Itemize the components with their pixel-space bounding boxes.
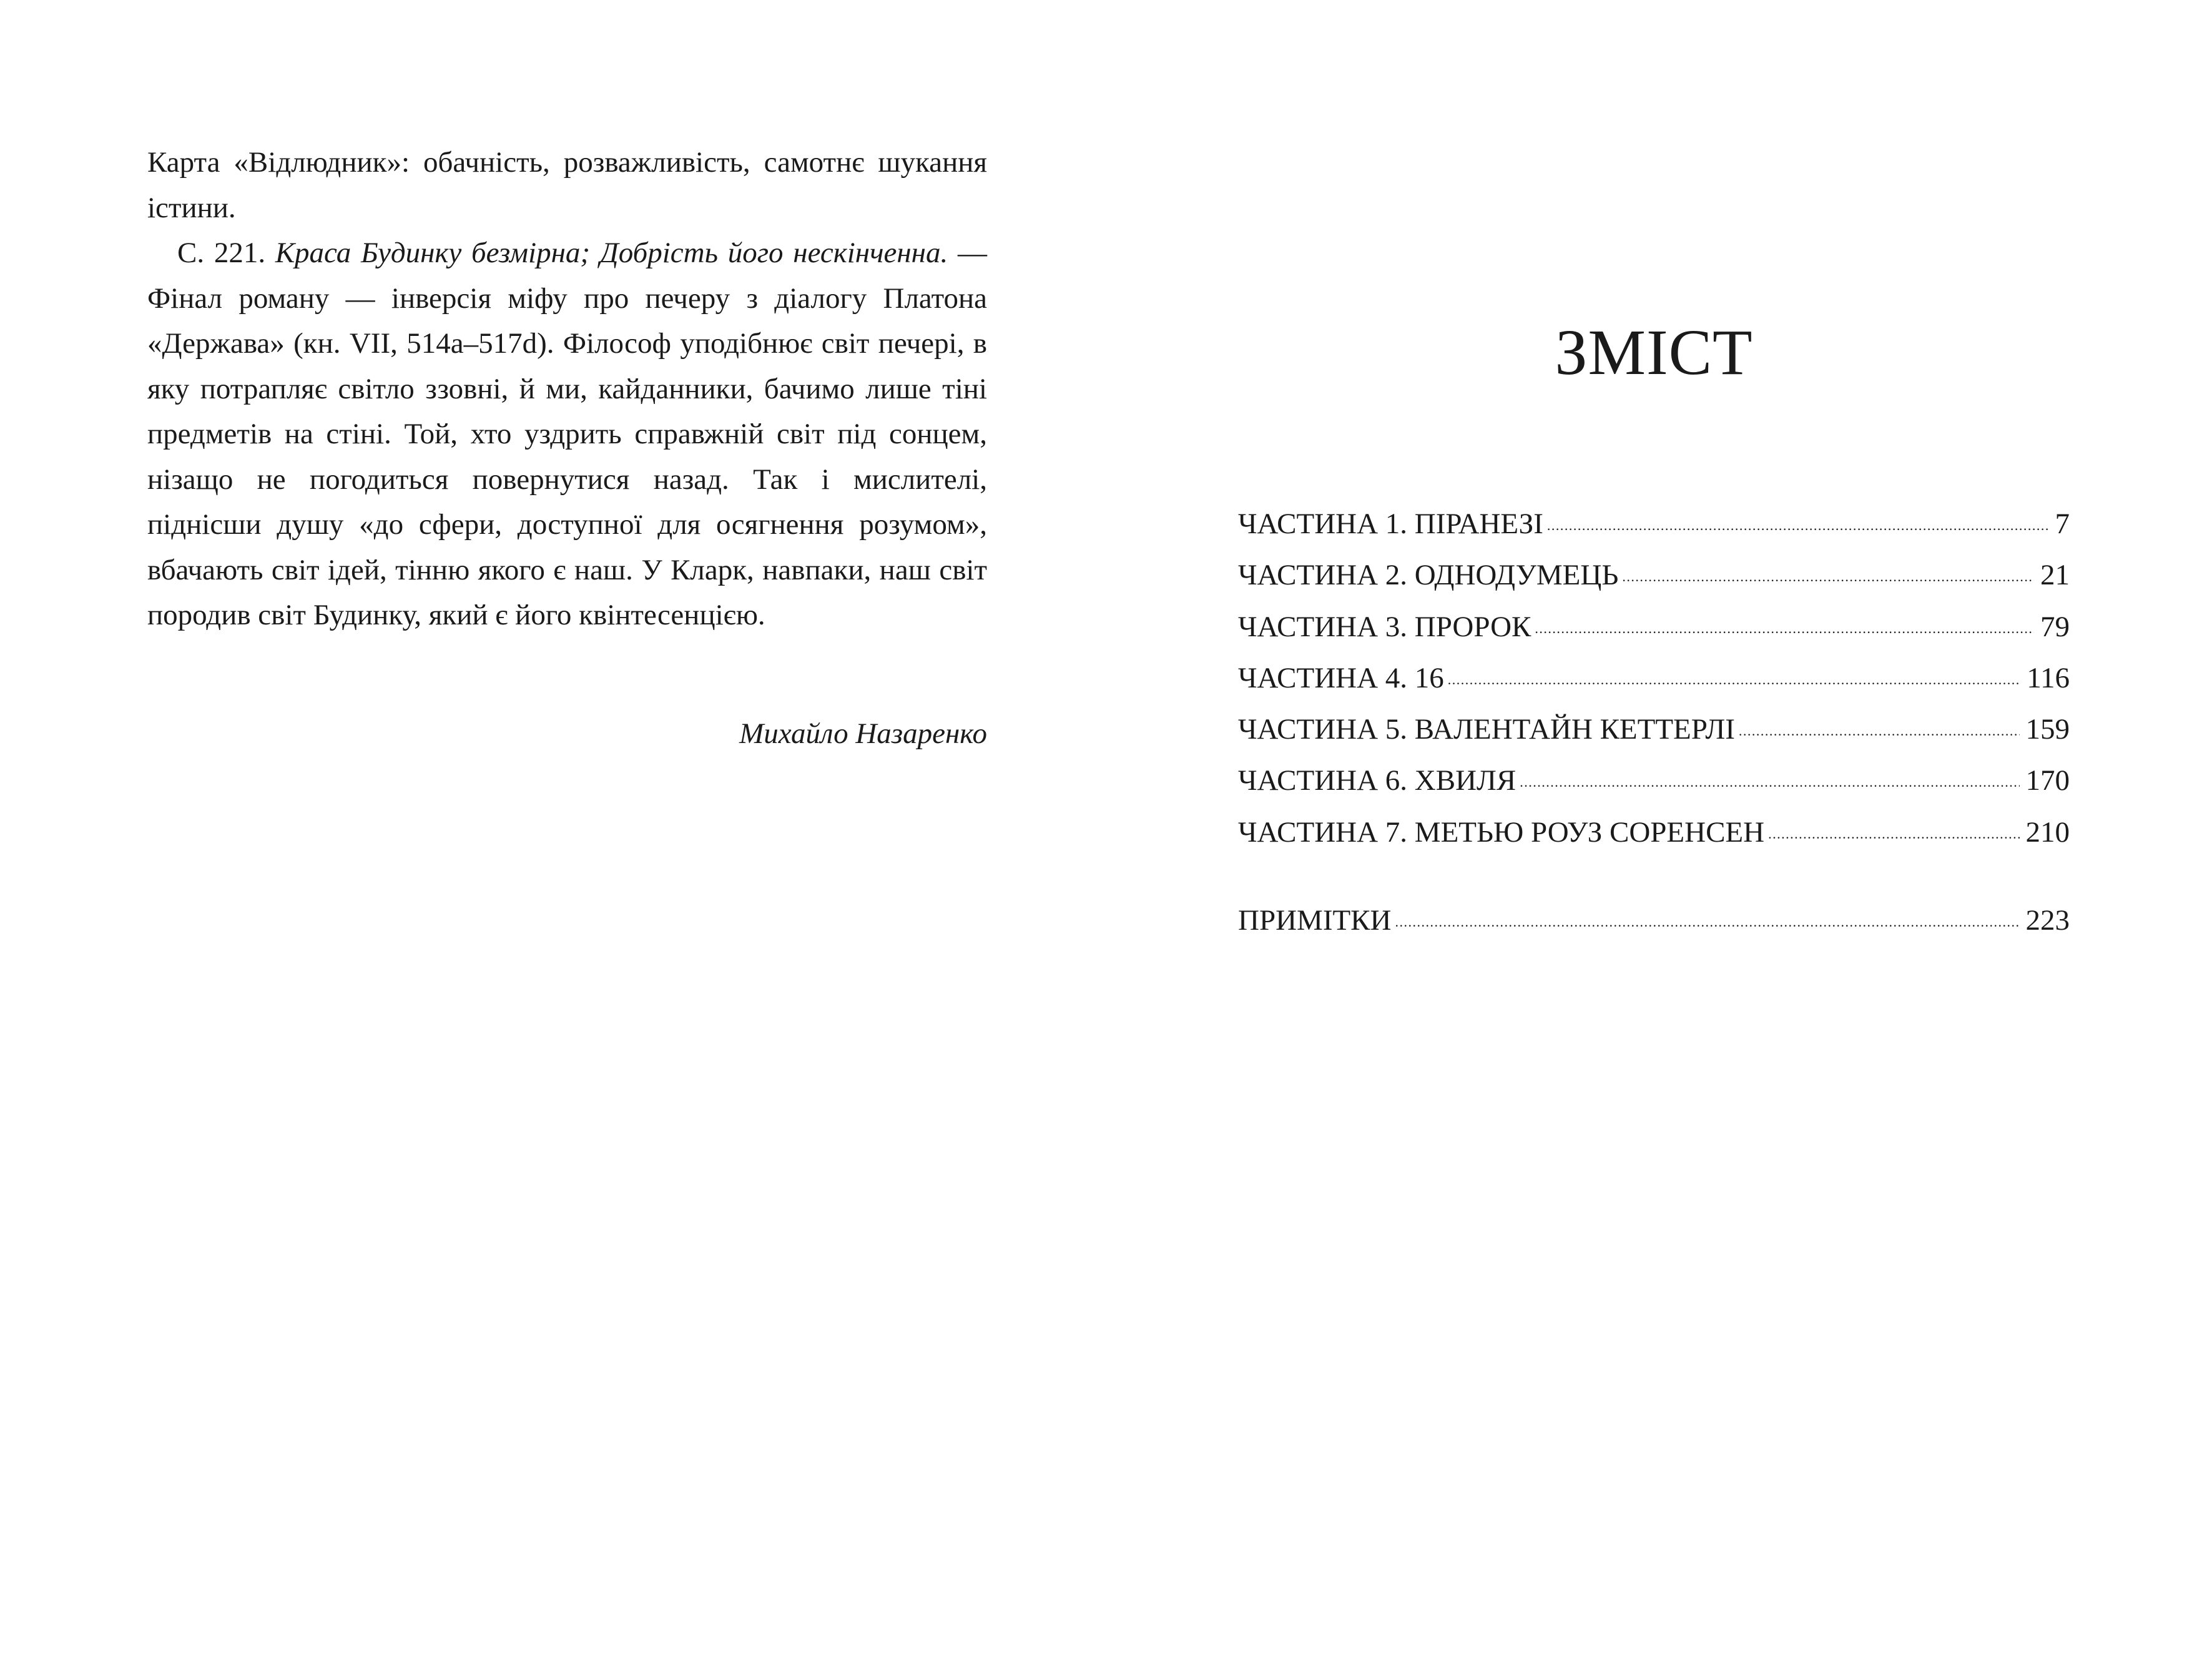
toc-entry[interactable]: [1238, 807, 2070, 858]
toc-entry-label: ЧАСТИНА 6. ХВИЛЯ: [1238, 764, 1516, 797]
toc-entry-page: 210: [2025, 815, 2070, 849]
right-page: [1238, 0, 2070, 1659]
paragraph-hermit-card: Карта «Відлюдник»: обачність, розважливість, самотнє шукання істини.: [147, 146, 987, 224]
paragraph-page-221-note: [147, 230, 987, 638]
toc-entry-label: ПРИМІТКИ: [1238, 904, 1392, 937]
toc-entry-page: 116: [2027, 661, 2070, 694]
author-signature: Михайло Назаренко: [739, 717, 987, 750]
dot-leader: [1520, 761, 2019, 790]
toc-entry-label: ЧАСТИНА 1. ПІРАНЕЗІ: [1238, 508, 1543, 540]
dot-leader: [1622, 555, 2034, 584]
toc-entry-label: ЧАСТИНА 5. ВАЛЕНТАЙН КЕТТЕРЛІ: [1238, 713, 1735, 746]
toc-entry-label: ЧАСТИНА 2. ОДНОДУМЕЦЬ: [1238, 559, 1619, 592]
note-italic-quote: Краса Будинку безмірна; Добрість його нескінченна.: [275, 237, 948, 269]
toc-entry[interactable]: [1238, 755, 2070, 806]
toc-entry-label: ЧАСТИНА 4. 16: [1238, 661, 1444, 694]
toc-entry-label: ЧАСТИНА 3. ПРОРОК: [1238, 610, 1531, 643]
toc-entry-page: 159: [2025, 713, 2070, 746]
toc-entry-label: ЧАСТИНА 7. МЕТЬЮ РОУЗ СОРЕНСЕН: [1238, 815, 1765, 849]
note-page-reference: С. 221.: [177, 237, 275, 269]
table-of-contents: [1238, 498, 2070, 946]
toc-entry[interactable]: [1238, 704, 2070, 755]
dot-leader: [1395, 900, 2019, 930]
note-commentary: — Фінал роману — інверсія міфу про печеру з діалогу Платона «Держава» (кн. VII, 514a–517d). Філософ уподібнює світ печері, в яку потрапляє світло ззовні, й ми, кайданники, бачимо лише тіні предметів на стіні. Той, хто уздрить справжній світ під сонцем, нізащо не погодиться повернутися назад. Так і мислителі, піднісши душу «до сфери, доступної для осягнення розумом», вбачають світ ідей, тінню якого є наш. У Кларк, навпаки, наш світ породив світ Будинку, який є його квінтесенцією.: [147, 237, 987, 631]
toc-entry-notes[interactable]: [1238, 895, 2070, 946]
toc-entry-page: 7: [2055, 508, 2070, 540]
dot-leader: [1768, 812, 2019, 842]
left-page: [147, 140, 987, 750]
dot-leader: [1448, 658, 2020, 687]
toc-title: ЗМІСТ: [1555, 317, 1753, 388]
dot-leader: [1739, 709, 2020, 739]
dot-leader: [1535, 607, 2034, 636]
toc-entry[interactable]: [1238, 549, 2070, 601]
toc-entry-page: 79: [2040, 610, 2070, 643]
toc-entry-page: 170: [2025, 764, 2070, 797]
toc-entry-page: 223: [2025, 904, 2070, 937]
toc-entry[interactable]: [1238, 498, 2070, 549]
toc-entry[interactable]: [1238, 601, 2070, 652]
dot-leader: [1547, 504, 2049, 533]
toc-entry-page: 21: [2040, 559, 2070, 592]
toc-entry[interactable]: [1238, 652, 2070, 704]
